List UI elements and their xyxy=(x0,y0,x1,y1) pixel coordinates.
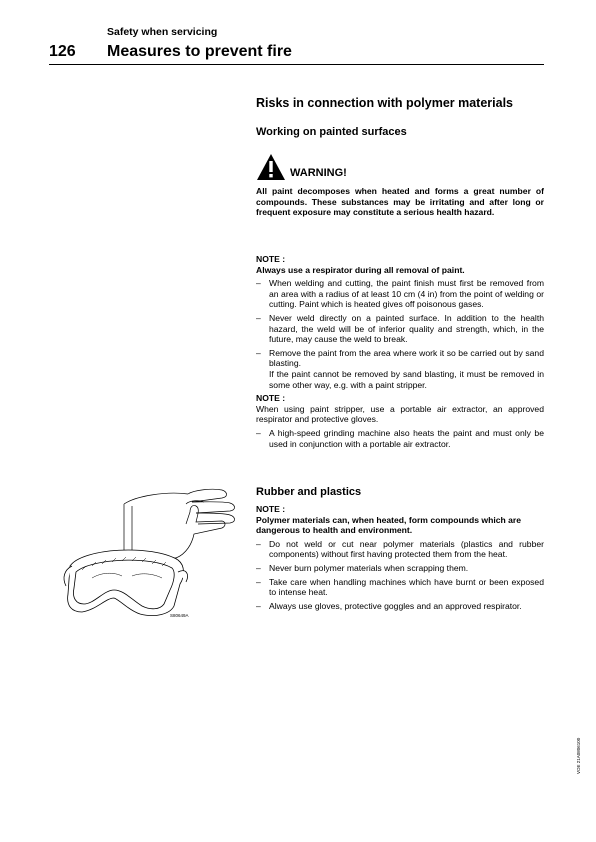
warning-label: WARNING! xyxy=(290,167,347,179)
document-code: VOE 21A0806100 xyxy=(576,737,581,774)
rubber-list xyxy=(256,539,544,612)
painted-list-2 xyxy=(256,428,544,449)
warning-box xyxy=(256,153,544,218)
note-label: NOTE : xyxy=(256,393,286,404)
header-rule xyxy=(49,64,544,65)
rubber-subheading: Rubber and plastics xyxy=(256,486,362,498)
painted-notes xyxy=(256,254,544,449)
rubber-notes xyxy=(256,504,544,611)
list-item: – Never burn polymer materials when scrapping them. xyxy=(256,563,544,574)
section-title: Safety when servicing xyxy=(107,26,218,38)
glove-goggles-illustration xyxy=(62,486,242,626)
note-text: Always use a respirator during all removal of paint. xyxy=(256,264,465,275)
list-item-extra: If the paint cannot be removed by sand blasting, it must be removed in some other way, e.g. with a paint stripper. xyxy=(269,368,544,390)
note-text: When using paint stripper, use a portable air extractor, an approved respirator and protective gloves. xyxy=(256,403,544,425)
painted-list xyxy=(256,278,544,390)
note-label: NOTE : xyxy=(256,504,286,514)
warning-triangle-icon xyxy=(256,153,286,181)
list-item: – When welding and cutting, the paint finish must first be removed from an area with a radius of at least 10 cm (4 in) from the point of welding or cutting. Paint which is heated gives off poisonous gases. xyxy=(256,278,544,310)
note-label: NOTE : xyxy=(256,254,286,264)
list-item: – Always use gloves, protective goggles and an approved respirator. xyxy=(256,601,544,612)
page-number: 126 xyxy=(49,43,76,60)
main-heading: Risks in connection with polymer materials xyxy=(256,96,514,110)
list-item: – Do not weld or cut near polymer materials (plastics and rubber components) without first having protected them from the heat. xyxy=(256,539,544,560)
list-item: – Take care when handling machines which have burnt or been exposed to intense heat. xyxy=(256,577,544,598)
image-code: S80649A xyxy=(170,613,189,618)
list-item-text: – Remove the paint from the area where work it so be carried out by sand blasting. xyxy=(269,347,544,369)
list-item xyxy=(256,348,544,390)
warning-text: All paint decomposes when heated and forms a great number of compounds. These substances may be irritating and after long or frequent exposure may constitute a serious health hazard. xyxy=(256,186,544,218)
note-text: Polymer materials can, when heated, form compounds which are dangerous to health and environment. xyxy=(256,514,522,536)
list-item: – Never weld directly on a painted surface. In addition to the health hazard, the weld will be of inferior quality and strength, which, in the future, may cause the weld to break. xyxy=(256,313,544,345)
page-title: Measures to prevent fire xyxy=(107,43,292,60)
painted-subheading: Working on painted surfaces xyxy=(256,126,407,138)
list-item: – A high-speed grinding machine also heats the paint and must only be used in conjunction with a portable air extractor. xyxy=(256,428,544,449)
